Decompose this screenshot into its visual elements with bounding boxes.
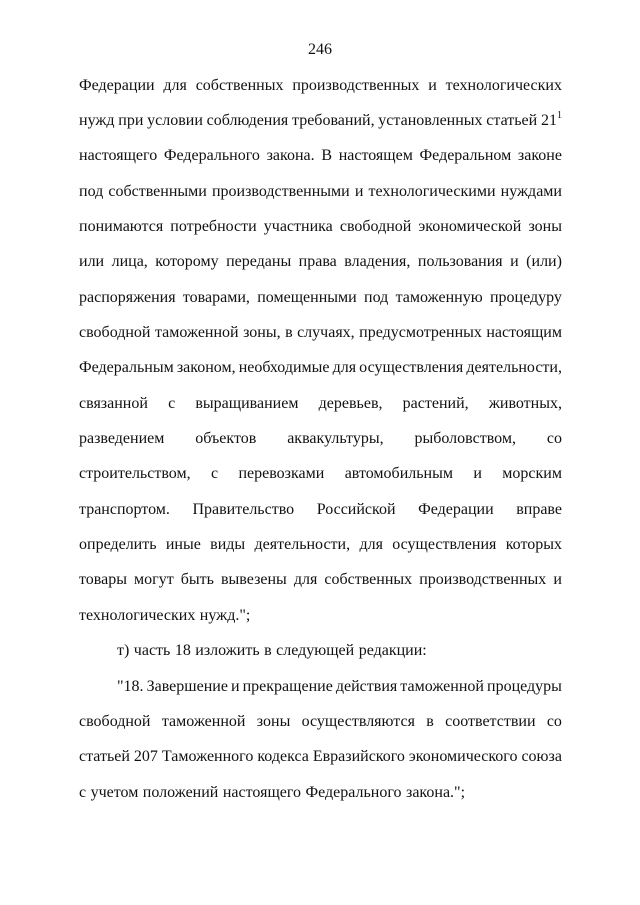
word: союза (521, 748, 562, 766)
word: 207 (133, 748, 158, 766)
word: под (79, 182, 104, 200)
word: Евразийского (312, 748, 405, 766)
word: производственных (419, 571, 547, 589)
word: собственными (108, 182, 207, 200)
word: определить (79, 536, 157, 554)
word: распоряжения (79, 288, 176, 306)
word: строительством, (79, 465, 191, 483)
document-body (79, 68, 562, 810)
word: $21^1$ (540, 110, 562, 130)
word: товарами, (182, 288, 250, 306)
word: с (168, 394, 176, 412)
word: производственными (211, 182, 350, 200)
word: вывезены (221, 571, 287, 589)
word: настоящего (222, 783, 302, 801)
text-line (79, 103, 562, 138)
word: нужд (79, 112, 115, 130)
page-number: 246 (308, 41, 332, 58)
word: соответствии (445, 712, 536, 730)
word: нужд."; (199, 606, 251, 624)
word: и (354, 182, 364, 200)
text-line (79, 351, 562, 386)
word: осуществления (359, 359, 464, 377)
word: требований, (292, 112, 375, 130)
word: настоящего (79, 147, 158, 165)
word: и (473, 465, 482, 483)
word: права (298, 253, 337, 271)
text-line (79, 669, 562, 704)
word: осуществляются (301, 712, 415, 730)
word: свободной (79, 324, 151, 342)
text-line (79, 740, 562, 775)
word: пользования (417, 253, 503, 271)
word: учетом (90, 783, 139, 801)
word: осуществления (392, 536, 497, 554)
word: иные (165, 536, 201, 554)
word: процедуру (489, 288, 562, 306)
word: технологических (79, 606, 196, 624)
word: законом, (176, 359, 236, 377)
text-line (79, 492, 562, 527)
word: перевозками (238, 465, 325, 483)
word: необходимые (238, 359, 330, 377)
word: случаях, (297, 324, 355, 342)
word: положений (142, 783, 219, 801)
word: следующей (276, 642, 355, 660)
superscript: 1 (556, 110, 562, 122)
word: прекращение (242, 677, 333, 695)
word: условии (147, 112, 203, 130)
word: транспортом. (79, 500, 170, 518)
word: аквакультуры, (287, 430, 384, 448)
word: растений, (402, 394, 469, 412)
word: зоны (528, 218, 562, 236)
word: разведением (79, 430, 165, 448)
word: Правительство (192, 500, 295, 518)
text-line (79, 174, 562, 209)
word: изложить (195, 642, 260, 660)
word: закона."; (406, 783, 466, 801)
word: процедуры (487, 677, 562, 695)
text-line (79, 386, 562, 421)
word: собственных (195, 76, 284, 94)
text-line (79, 421, 562, 456)
word: Федерации (418, 500, 494, 518)
word: 18 (174, 642, 191, 660)
word: собственных (324, 571, 413, 589)
word: Российской (316, 500, 396, 518)
word: соблюдения (206, 112, 289, 130)
text-line (79, 315, 562, 350)
word: Федеральном (419, 147, 512, 165)
word: Федерации (79, 76, 155, 94)
word: действия (335, 677, 398, 695)
word: при (118, 112, 144, 130)
word: для (332, 359, 357, 377)
word: таможенной (400, 677, 484, 695)
word: таможенной (154, 324, 239, 342)
word: связанной (79, 394, 148, 412)
word: со (546, 712, 562, 730)
text-line (79, 527, 562, 562)
word: участника (263, 218, 333, 236)
word: редакции: (358, 642, 427, 660)
word: животных, (488, 394, 562, 412)
word: для (163, 76, 187, 94)
word: Федерального (305, 783, 402, 801)
word: В (321, 147, 332, 165)
word: статьей (79, 748, 130, 766)
word: или (79, 253, 105, 271)
word: "18. (117, 677, 144, 695)
word: быть (180, 571, 214, 589)
word: вправе (516, 500, 562, 518)
word: экономической (418, 218, 522, 236)
word: Завершение (146, 677, 228, 695)
word: свободной (79, 712, 151, 730)
word: и (510, 253, 519, 271)
word: таможенную (395, 288, 483, 306)
text-line (79, 139, 562, 174)
word: автомобильным (344, 465, 453, 483)
word: (или) (526, 253, 562, 271)
word: и (230, 677, 240, 695)
word: для (293, 571, 318, 589)
word: Федеральным (79, 359, 174, 377)
text-line (79, 457, 562, 492)
word: Федерального (163, 147, 260, 165)
word: таможенной (161, 712, 246, 730)
word: выращиванием (195, 394, 299, 412)
word: деревьев, (318, 394, 383, 412)
word: в (426, 712, 434, 730)
word: технологических (445, 76, 562, 94)
word: товары (79, 571, 127, 589)
word: которых (505, 536, 562, 554)
word: лица, (111, 253, 148, 271)
text-line (79, 68, 562, 103)
word: могут (134, 571, 174, 589)
text-line (79, 280, 562, 315)
word: потребности (170, 218, 257, 236)
word: под (364, 288, 389, 306)
word: настоящем (338, 147, 413, 165)
word: помещенными (257, 288, 357, 306)
word: статьей (486, 112, 538, 130)
text-line (79, 598, 562, 633)
word: свободной (339, 218, 412, 236)
word: зоны, (243, 324, 281, 342)
word: виды (210, 536, 246, 554)
text-line (79, 209, 562, 244)
word: и (553, 571, 562, 589)
word: и (428, 76, 437, 94)
word: для (359, 536, 383, 554)
word: переданы (226, 253, 292, 271)
word: с (79, 783, 87, 801)
word: Таможенного (161, 748, 254, 766)
word: часть (133, 642, 171, 660)
word: установленных (378, 112, 483, 130)
word: нуждами (500, 182, 562, 200)
text-line (79, 704, 562, 739)
word: деятельности, (254, 536, 351, 554)
word: настоящим (486, 324, 562, 342)
word: производственных (292, 76, 420, 94)
word: владения, (344, 253, 411, 271)
word: которому (155, 253, 219, 271)
text-line (79, 563, 562, 598)
word: экономического (408, 748, 518, 766)
word: рыболовством, (414, 430, 516, 448)
word: со (546, 430, 562, 448)
word: в (264, 642, 272, 660)
text-line (79, 634, 562, 669)
word: объектов (195, 430, 257, 448)
word: технологическими (368, 182, 496, 200)
word: кодекса (257, 748, 309, 766)
word: деятельности, (466, 359, 562, 377)
word: с (210, 465, 219, 483)
text-line (79, 775, 562, 810)
word: понимаются (79, 218, 164, 236)
word: зоны (256, 712, 291, 730)
word: законе (517, 147, 562, 165)
text-line (79, 245, 562, 280)
word: морским (502, 465, 562, 483)
word: в (285, 324, 293, 342)
word: предусмотренных (359, 324, 482, 342)
word: т) (117, 642, 130, 660)
word: закона. (266, 147, 315, 165)
